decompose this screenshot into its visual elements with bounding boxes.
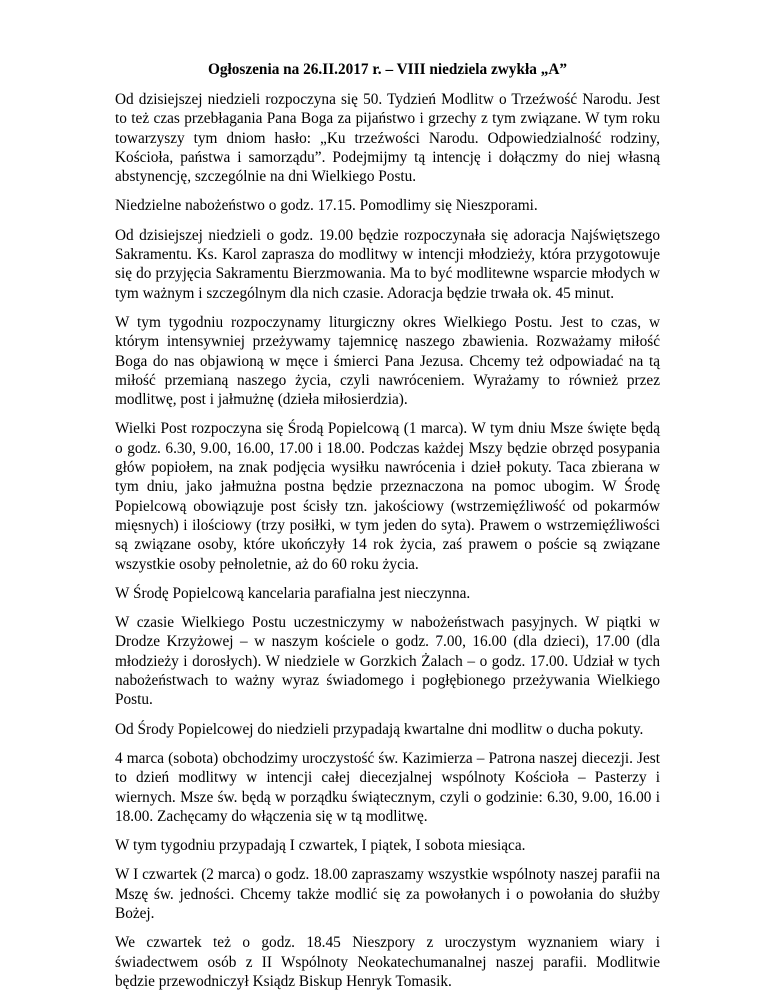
paragraph-4: W tym tygodniu rozpoczynamy liturgiczny okres Wielkiego Postu. Jest to czas, w którym intensywniej przeżywamy tajemnicę naszego zbawienia. Rozważamy miłość Boga do nas objawioną w męce i śmierci Pana Jezusa. Chcemy też odpowiadać na tą miłość przemianą naszego życia, czyli nawróceniem. Wyrażamy to również przez modlitwę, post i jałmużnę (dzieła miłosierdzia). (115, 313, 660, 409)
paragraph-2: Niedzielne nabożeństwo o godz. 17.15. Pomodlimy się Nieszporami. (115, 197, 538, 215)
document-title: Ogłoszenia na 26.II.2017 r. – VIII niedziela zwykła „A” (207, 61, 568, 78)
paragraph-12: We czwartek też o godz. 18.45 Nieszpory z uroczystym wyznaniem wiary i świadectwem osób z II Wspólnoty Neokatechumanalnej naszej parafii. Modlitwie będzie przewodniczył Ksiądz Biskup Henryk Tomasik. (115, 934, 660, 990)
paragraph-8: Od Środy Popielcowej do niedzieli przypadają kwartalne dni modlitw o ducha pokuty. (115, 720, 644, 738)
document-content (115, 60, 660, 1001)
paragraph-9: 4 marca (sobota) obchodzimy uroczystość św. Kazimierza – Patrona naszej diecezji. Jest to dzień modlitwy w intencji całej diecezjalnej wspólnoty Kościoła – Pasterzy i wiernych. Msze św. będą w porządku świątecznym, czyli o godzinie: 6.30, 9.00, 16.00 i 18.00. Zachęcamy do włączenia się w tą modlitwę. (115, 749, 660, 825)
paragraph-3: Od dzisiejszej niedzieli o godz. 19.00 będzie rozpoczynała się adoracja Najświętszego Sakramentu. Ks. Karol zaprasza do modlitwy w intencji młodzieży, która przygotowuje się do przyjęcia Sakramentu Bierzmowania. Ma to być modlitewne wsparcie młodych w tym ważnym i szczególnym dla nich czasie. Adoracja będzie trwała ok. 45 minut. (115, 226, 660, 302)
paragraph-1: Od dzisiejszej niedzieli rozpoczyna się 50. Tydzień Modlitw o Trzeźwość Narodu. Jest to też czas przebłagania Pana Boga za pijaństwo i grzechy z tym związane. W tym roku towarzyszy tym dniom hasło: „Ku trzeźwości Narodu. Odpowiedzialność rodziny, Kościoła, państwa i samorządu”. Podejmijmy tą intencję i dołączmy do niej własną abstynencję, szczególnie na dni Wielkiego Postu. (115, 91, 660, 186)
paragraph-6: W Środę Popielcową kancelaria parafialna jest nieczynna. (115, 584, 471, 602)
paragraph-11: W I czwartek (2 marca) o godz. 18.00 zapraszamy wszystkie wspólnoty naszej parafii na Mszę św. jedności. Chcemy także modlić się za powołanych i o powołania do służby Bożej. (115, 866, 660, 922)
paragraph-10: W tym tygodniu przypadają I czwartek, I piątek, I sobota miesiąca. (115, 837, 526, 855)
paragraph-5: Wielki Post rozpoczyna się Środą Popielcową (1 marca). W tym dniu Msze święte będą o godz. 6.30, 9.00, 16.00, 17.00 i 18.00. Podczas każdej Mszy będzie obrzęd posypania głów popiołem, na znak podjęcia wysiłku nawrócenia i dzieł pokuty. Taca zbierana w tym dniu, jako jałmużna postna będzie przeznaczona na pomoc ubogim. W Środę Popielcową obowiązuje post ścisły tzn. jakościowy (wstrzemięźliwość od pokarmów mięsnych) i ilościowy (trzy posiłki, w tym jeden do syta). Prawem o wstrzemięźliwości są związane osoby, które ukończyły 14 rok życia, zaś prawem o poście są związane wszystkie osoby pełnoletnie, aż do 60 roku życia. (115, 420, 660, 573)
paragraph-7: W czasie Wielkiego Postu uczestniczymy w nabożeństwach pasyjnych. W piątki w Drodze Krzyżowej – w naszym kościele o godz. 7.00, 16.00 (dla dzieci), 17.00 (dla młodzieży i dorosłych). W niedziele w Gorzkich Żalach – o godz. 17.00. Udział w tych nabożeństwach to ważny wyraz świadomego i pogłębionego przeżywania Wielkiego Postu. (115, 614, 660, 709)
